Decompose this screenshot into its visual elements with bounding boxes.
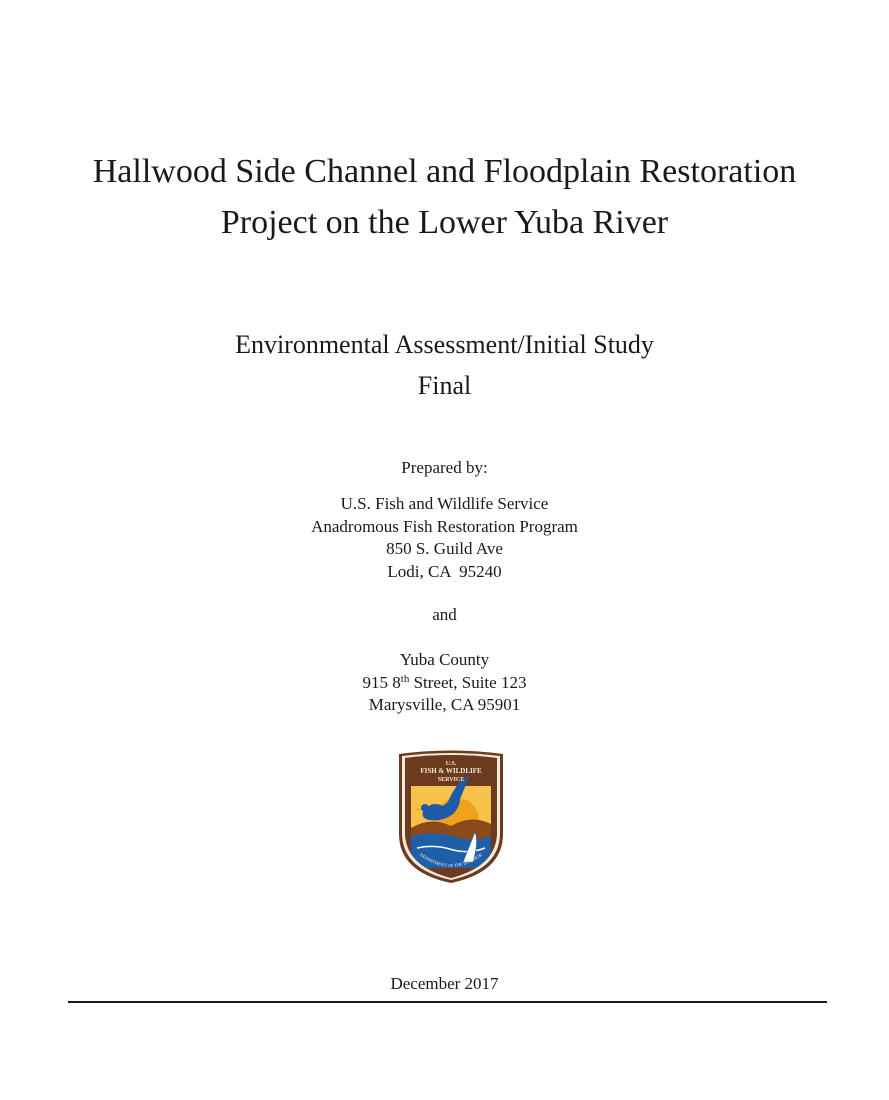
subtitle-line-2: Final bbox=[417, 371, 472, 400]
usfws-shield-logo bbox=[395, 750, 507, 884]
yuba-city: Marysville, CA 95901 bbox=[368, 695, 521, 714]
yuba-street bbox=[0, 672, 889, 695]
title-line-1: Hallwood Side Channel and Floodplain Restoration bbox=[92, 153, 797, 190]
usfws-street: 850 S. Guild Ave bbox=[386, 539, 503, 558]
yuba-street-number: 915 8 bbox=[362, 672, 401, 692]
yuba-street-rest: Street, Suite 123 bbox=[409, 672, 527, 692]
usfws-address-block bbox=[0, 493, 889, 583]
yuba-address-block bbox=[0, 649, 889, 717]
usfws-program: Anadromous Fish Restoration Program bbox=[311, 516, 578, 536]
title-line-2: Project on the Lower Yuba River bbox=[220, 204, 669, 241]
yuba-street-suffix: th bbox=[400, 672, 410, 685]
logo-text-fish-wildlife: FISH & WILDLIFE bbox=[420, 767, 482, 775]
document-title bbox=[0, 146, 889, 248]
document-date: December 2017 bbox=[390, 974, 499, 993]
logo-ring-text: DEPARTMENT OF THE INTERIOR bbox=[418, 851, 484, 869]
usfws-city: Lodi, CA 95240 bbox=[387, 561, 502, 581]
usfws-name: U.S. Fish and Wildlife Service bbox=[340, 494, 549, 513]
yuba-name: Yuba County bbox=[399, 650, 490, 669]
logo-text-us: U.S. bbox=[445, 761, 457, 767]
prepared-by-label: Prepared by: bbox=[401, 458, 488, 477]
document-subtitle bbox=[0, 324, 889, 406]
logo-text-service: SERVICE bbox=[437, 777, 465, 783]
and-label: and bbox=[432, 605, 457, 624]
subtitle-line-1: Environmental Assessment/Initial Study bbox=[235, 330, 654, 359]
bottom-rule bbox=[68, 1001, 827, 1003]
